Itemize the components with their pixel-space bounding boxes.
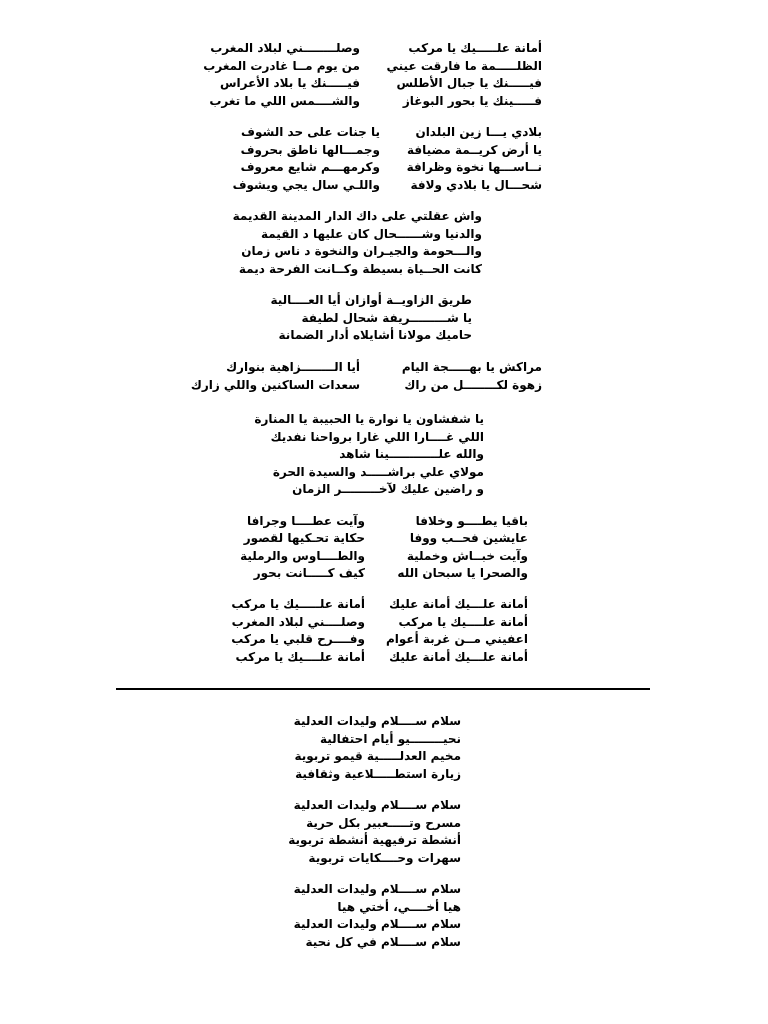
poem-line: زهوة لكــــــــل من راك (404, 378, 542, 392)
poem-line: والصحرا يا سبحان الله (397, 566, 528, 580)
poem-line: وجمـــالها ناطق بحروف (240, 143, 380, 157)
poem-line: سعدات الساكنين واللي زارك (190, 378, 360, 392)
poem-line: أمانة علـــيك أمانة عليك (389, 597, 528, 611)
poem-line: واللـي سال يجي ويشوف (232, 178, 380, 192)
poem-line: والشــــمس اللي ما تغرب (209, 94, 360, 108)
poem-line: والدنيا وشــــــحال كان عليها د القيمة (260, 227, 482, 241)
poem-line: الظلـــــمة ما فارقت عيني (386, 59, 542, 73)
poem-line: اعفيني مــن غربة أعوام (385, 632, 528, 646)
poem-line: يا شفشاون يا نوارة يا الحبيبة يا المنارة (254, 412, 484, 426)
poem-line: كانت الحــياة بسيطة وكــانت الفرحة ديمة (238, 262, 482, 276)
song-line: سلام ســــلام وليدات العدلية (293, 882, 461, 896)
poem-line: فـــــينك يا بحور البوغاز (402, 94, 542, 108)
poem-line: بلادي يـــا زين البلدان (415, 125, 542, 139)
poem-line: أمانة علـــيك أمانة عليك (389, 650, 528, 664)
poem-line: فيـــــنك يا جبال الأطلس (396, 76, 542, 90)
song-line: مسرح وتـــــعبير بكل حرية (306, 816, 461, 830)
song-line: سلام ســــلام وليدات العدلية (293, 798, 461, 812)
song-line: هيا أخــــي، أختي هيا (337, 900, 461, 914)
poem-line: أمانة علــــيك يا مركب (235, 650, 365, 664)
poem-line: حاميك مولانا أشايلاه أدار الضمانة (278, 328, 472, 342)
song-line: سلام ســــلام وليدات العدلية (293, 917, 461, 931)
poem-line: مراكش يا بهـــــجة اليام (401, 360, 542, 374)
poem-line: وآيت عطــــا وجرافا (247, 514, 365, 528)
section-divider (116, 688, 650, 690)
poem-line: وصلــــني لبلاد المغرب (231, 615, 365, 629)
poem-line: والطــــاوس والرملية (240, 549, 365, 563)
song-line: مخيم العدلـــــية قيمو تربوية (294, 749, 461, 763)
song-line: سهرات وحــــكايات تربوية (308, 851, 461, 865)
poem-line: وفــــرح قلبي يا مركب (231, 632, 365, 646)
poem-line: نــاســـها نخوة وظرافة (406, 160, 542, 174)
poem-line: يا أرض كريــمة مضيافة (407, 143, 542, 157)
poem-line: والله علــــــــــــينا شاهد (339, 447, 484, 461)
poem-line: أيا الــــــــزاهية بنوارك (226, 360, 360, 374)
poem-line: فيـــــنك يا بلاد الأعراس (219, 76, 360, 90)
poem-line: واش عقلتي على داك الدار المدينة القديمة (232, 209, 482, 223)
poem-line: أمانة علـــــيك يا مركب (231, 597, 365, 611)
poem-line: وكرمهـــم شايع معروف (240, 160, 380, 174)
poem-line: عايشين فحــب ووفا (409, 531, 528, 545)
poem-line: يا شـــــــــريفة شحال لطيفة (301, 311, 472, 325)
poem-line: وصلــــــــني لبلاد المغرب (210, 41, 360, 55)
poem-line: اللي غــــارا اللي غارا برواحنا نفديك (270, 430, 484, 444)
song-line: نحيــــــــيو أيام احتفالية (319, 732, 461, 746)
poem-line: و راضين عليك لآخـــــــــر الزمان (292, 482, 484, 496)
poem-line: كيف كـــــانت بحور (253, 566, 365, 580)
poem-line: يا جنات على حد الشوف (241, 125, 380, 139)
poem-line: وآيت خبــاش وخملية (406, 549, 528, 563)
song-line: سلام ســــلام وليدات العدلية (293, 714, 461, 728)
poem-line: من يوم مــا غادرت المغرب (203, 59, 360, 73)
song-line: أنشطة ترفيهية أنشطة تربوية (288, 833, 461, 847)
poem-line: حكاية تحـكيها لقصور (243, 531, 365, 545)
song-line: سلام ســــلام في كل نحية (305, 935, 461, 949)
poem-line: والـــحومة والجيـران والنخوة د ناس زمان (241, 244, 482, 258)
poem-line: مولاي علي براشـــــد والسيدة الحرة (272, 465, 484, 479)
poem-line: باقيا يطــــو وخلافا (415, 514, 528, 528)
poem-line: شحـــال يا بلادي ولافة (410, 178, 542, 192)
poem-line: طريق الزاويــة أوازان أيا العــــالية (270, 293, 472, 307)
poem-line: أمانة علــــيك يا مركب (398, 615, 528, 629)
song-line: زيارة استطـــــلاعية وثقافية (295, 767, 461, 781)
poem-line: أمانة علـــــيك يا مركب (408, 41, 542, 55)
